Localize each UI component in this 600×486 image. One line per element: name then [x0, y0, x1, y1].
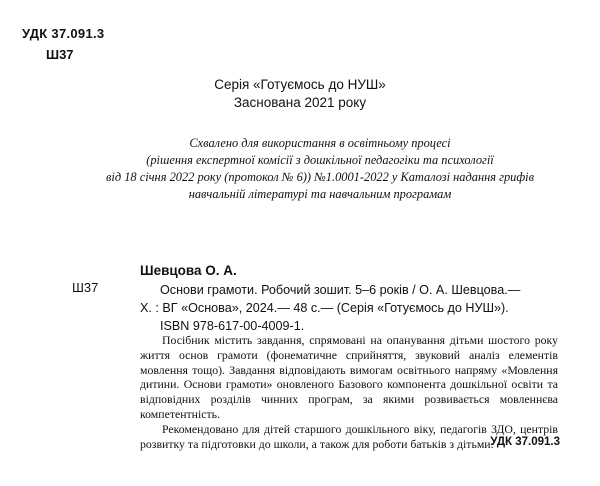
author-name: Шевцова О. А. — [140, 263, 237, 278]
abstract — [140, 333, 558, 451]
series-title: Серія «Готуємось до НУШ» — [214, 77, 386, 92]
approval-line: Схвалено для використання в освітньому процесі — [189, 136, 451, 150]
bibliographic-record — [140, 262, 558, 335]
biblio-title-line: Основи грамоти. Робочий зошит. 5–6 років / О. А. Шевцова.— — [160, 283, 521, 297]
classification-code: Ш37 — [46, 47, 74, 62]
abstract-paragraph: Рекомендовано для дітей старшого дошкільного віку, педагогів ЗДО, центрів розвитку та підготовки до школи, а також для роботи батьків з дітьми. — [140, 421, 558, 451]
approval-line: (рішення експертної комісії з дошкільної педагогіки та психології — [146, 153, 494, 167]
cutter-number: Ш37 — [72, 280, 99, 295]
series-founded: Заснована 2021 року — [233, 95, 367, 110]
udc-code: УДК 37.091.3 — [22, 26, 105, 41]
udc-code-bottom: УДК 37.091.3 — [490, 436, 560, 448]
abstract-paragraph: Посібник містить завдання, спрямовані на опанування дітьми шостого року життя основ грамоти (фонематичне сприйняття, звуковий аналіз елементів мовлення тощо). Завдання відповідають вимогам освітнього напряму «Мовлення дитини. Основи грамоти» оновленого Базового компонента дошкільної освіти та відповідних розділів чинних програм, за якими розвивається мовленнєва компетентність. — [140, 333, 558, 421]
approval-block — [60, 135, 580, 203]
isbn: ISBN 978-617-00-4009-1. — [160, 319, 305, 333]
biblio-publisher-line: Х. : ВГ «Основа», 2024.— 48 с.— (Серія «Готуємось до НУШ»). — [140, 301, 509, 315]
approval-line: навчальній літературі та навчальним програмам — [188, 187, 452, 201]
approval-line: від 18 січня 2022 року (протокол № 6)) №1.0001-2022 у Каталозі надання грифів — [106, 170, 534, 184]
